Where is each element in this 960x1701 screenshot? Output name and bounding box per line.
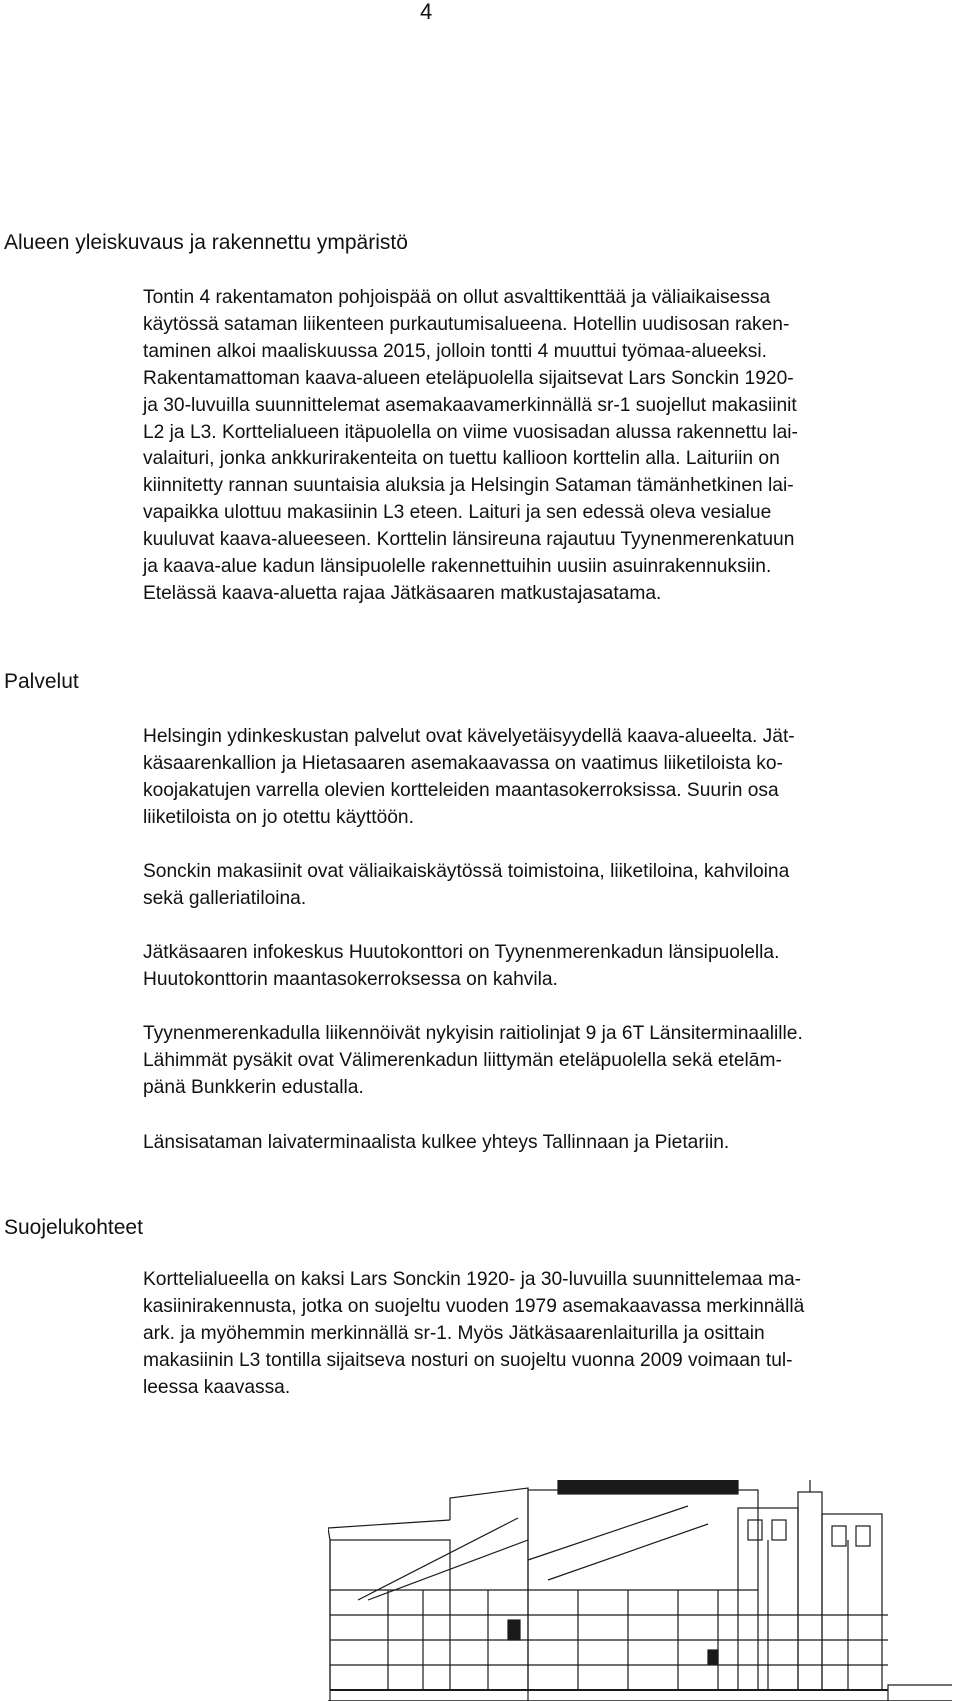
text-line: leessa kaavassa. <box>143 1376 291 1398</box>
services-paragraph-3 <box>143 940 955 994</box>
services-paragraph-1 <box>143 724 955 832</box>
text-line: käsaarenkallion ja Hietasaaren asemakaavassa on vaatimus liiketiloista ko- <box>143 752 783 774</box>
text-line: käytössä sataman liikenteen purkautumisalueena. Hotellin uudisosan raken- <box>143 313 790 335</box>
text-line: taminen alkoi maaliskuussa 2015, jolloin tontti 4 muuttui työmaa-alueeksi. <box>143 340 767 362</box>
text-line: L2 ja L3. Korttelialueen itäpuolella on viime vuosisadan alussa rakennettu lai- <box>143 421 798 443</box>
text-line: Lähimmät pysäkit ovat Välimerenkadun liittymän eteläpuolella sekä etelām- <box>143 1049 782 1071</box>
text-line: sekä galleriatiloina. <box>143 887 307 909</box>
text-line: vapaikka ulottuu makasiinin L3 eteen. Laituri ja sen edessä oleva vesialue <box>143 502 772 524</box>
text-line: ark. ja myöhemmin merkinnällä sr-1. Myös Jätkäsaarenlaiturilla ja osittain <box>143 1322 765 1344</box>
section-text-protection <box>143 1267 955 1402</box>
text-line: makasiinin L3 tontilla sijaitseva nosturi on suojeltu vuonna 2009 voimaan tul- <box>143 1349 793 1371</box>
page-number: 4 <box>420 0 433 24</box>
text-line: Korttelialueella on kaksi Lars Sonckin 1920- ja 30-luvuilla suunnittelemaa ma- <box>143 1269 802 1290</box>
text-line: koojakatujen varrella olevien kortteleiden maantasokerroksissa. Suurin osa <box>143 779 779 801</box>
building-section-drawing-icon <box>328 1480 952 1701</box>
text-line: Tontin 4 rakentamaton pohjoispää on ollut asvalttikenttää ja väliaikaisessa <box>143 287 771 308</box>
text-line: kuuluvat kaava-alueeseen. Korttelin länsireuna rajautuu Tyynenmerenkatuun <box>143 529 795 551</box>
text-line: kiinnitetty rannan suuntaisia aluksia ja Helsingin Sataman tämänhetkinen lai- <box>143 475 794 497</box>
section-heading-general: Alueen yleiskuvaus ja rakennettu ympäristö <box>4 231 408 254</box>
text-line: Tyynenmerenkadulla liikennöivät nykyisin raitiolinjat 9 ja 6T Länsiterminaalille. <box>143 1023 803 1044</box>
text-line: Helsingin ydinkeskustan palvelut ovat kävelyetäisyydellä kaava-alueelta. Jät- <box>143 726 795 747</box>
text-line: Jätkäsaaren infokeskus Huutokonttori on Tyynenmerenkadun länsipuolella. <box>143 942 780 963</box>
section-text-general <box>143 285 955 608</box>
text-line: Huutokonttorin maantasokerroksessa on kahvila. <box>143 968 558 990</box>
section-heading-services: Palvelut <box>4 670 79 693</box>
text-line: pänä Bunkkerin edustalla. <box>143 1076 364 1098</box>
text-line: liiketiloista on jo otettu käyttöön. <box>143 806 414 828</box>
text-line: Etelässä kaava-aluetta rajaa Jätkäsaaren matkustajasatama. <box>143 582 662 604</box>
section-heading-protection: Suojelukohteet <box>4 1216 143 1239</box>
text-line: Rakentamattoman kaava-alueen eteläpuolella sijaitsevat Lars Sonckin 1920- <box>143 367 794 389</box>
services-paragraph-4 <box>143 1021 955 1102</box>
text-line: ja kaava-alue kadun länsipuolelle rakennettuihin uusiin asuinrakennuksiin. <box>143 556 772 578</box>
text-line: Sonckin makasiinit ovat väliaikaiskäytössä toimistoina, liiketiloina, kahviloina <box>143 861 790 882</box>
text-line: valaituri, jonka ankkurirakenteita on tuettu kallioon korttelin alla. Laituriin on <box>143 448 780 470</box>
services-paragraph-2 <box>143 859 955 913</box>
text-line: kasiinirakennusta, jotka on suojeltu vuoden 1979 asemakaavassa merkinnällä <box>143 1295 805 1317</box>
text-line: Länsisataman laivaterminaalista kulkee yhteys Tallinnaan ja Pietariin. <box>143 1132 730 1153</box>
text-line: ja 30-luvuilla suunnittelemat asemakaavamerkinnällä sr-1 suojellut makasiinit <box>143 394 797 416</box>
services-paragraph-5 <box>143 1130 955 1157</box>
